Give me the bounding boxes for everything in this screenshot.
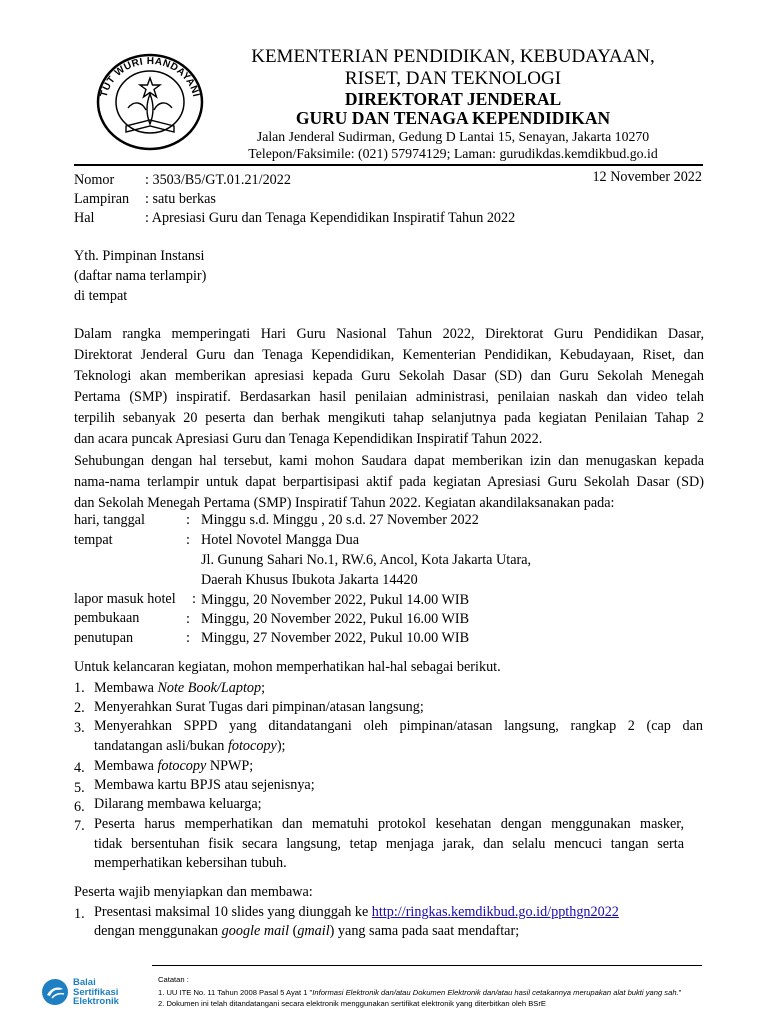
paragraph-line: Teknologi akan memberikan apresiasi kepada Guru Sekolah Dasar (SD) dan Guru Sekolah Menegah — [74, 368, 704, 384]
schedule-date-label: hari, tanggal — [74, 512, 145, 528]
upload-link[interactable]: http://ringkas.kemdikbud.go.id/ppthgn2022 — [371, 904, 619, 920]
list-number: 1. — [74, 906, 85, 922]
footer-note-1: 1. UU ITE No. 11 Tahun 2008 Pasal 5 Ayat 1 "Informasi Elektronik dan/atau Dokumen Elektronik dan/atau hasil cetakannya merupakan alat bukti yang sah." — [158, 988, 682, 997]
schedule-venue-street: Jl. Gunung Sahari No.1, RW.6, Ancol, Kota Jakarta Utara, — [201, 552, 532, 568]
schedule-colon: : — [186, 532, 190, 548]
prepare-item-continued: dengan menggunakan google mail (gmail) yang sama pada saat mendaftar; — [94, 923, 520, 939]
schedule-checkin-label: lapor masuk hotel — [74, 591, 176, 607]
schedule-colon: : — [186, 611, 190, 627]
schedule-venue-city: Daerah Khusus Ibukota Jakarta 14420 — [201, 572, 418, 588]
letterhead-divider — [74, 164, 703, 166]
paragraph-line: nama-nama terlampir untuk dapat berpartisipasi aktif pada kegiatan Apresiasi Guru Sekolah Dasar (SD) — [74, 474, 704, 490]
list-number: 1. — [74, 680, 85, 696]
footer-divider — [152, 965, 702, 966]
bsre-name: Balai Sertifikasi Elektronik — [73, 977, 119, 1007]
office-address: Jalan Jenderal Sudirman, Gedung D Lantai 15, Senayan, Jakarta 10270 — [256, 129, 650, 144]
requirement-item: Membawa fotocopy NPWP; — [94, 758, 254, 774]
bsre-logo-icon — [40, 977, 70, 1007]
paragraph-line: terpilih sebanyak 20 peserta dan berhak mengikuti tahap selanjutnya pada kegiatan Penilaian Tahap 2 — [74, 410, 704, 426]
requirement-item: Dilarang membawa keluarga; — [94, 796, 262, 812]
paragraph-line: Sehubungan dengan hal tersebut, kami mohon Saudara dapat memberikan izin dan menugaskan kepada — [74, 453, 704, 469]
schedule-closing-value: Minggu, 27 November 2022, Pukul 10.00 WIB — [201, 630, 470, 646]
directorate-title-line2: GURU DAN TENAGA KEPENDIDIKAN — [295, 108, 611, 128]
tut-wuri-handayani-logo — [88, 42, 212, 154]
list-number: 2. — [74, 700, 85, 716]
requirement-item: Membawa Note Book/Laptop; — [94, 680, 266, 696]
footer-note-title: Catatan : — [158, 975, 189, 984]
schedule-venue-label: tempat — [74, 532, 113, 548]
recipient-line2: (daftar nama terlampir) — [74, 268, 207, 284]
requirement-item-continued: memperhatikan kebersihan tubuh. — [94, 855, 287, 871]
prepare-item: Presentasi maksimal 10 slides yang diunggah ke http://ringkas.kemdikbud.go.id/ppthgn2022 — [94, 904, 619, 920]
requirement-item: Peserta harus memperhatikan dan mematuhi protokol kesehatan dengan menggunakan masker, — [94, 816, 684, 832]
nomor-label: Nomor — [74, 172, 115, 188]
prepare-intro: Peserta wajib menyiapkan dan membawa: — [74, 884, 313, 900]
letter-date: 12 November 2022 — [592, 169, 702, 185]
schedule-checkin-value: Minggu, 20 November 2022, Pukul 14.00 WIB — [201, 592, 470, 608]
schedule-venue-name: Hotel Novotel Mangga Dua — [201, 532, 359, 548]
paragraph-line: Dalam rangka memperingati Hari Guru Nasional Tahun 2022, Direktorat Guru Pendidikan Dasar, — [74, 326, 704, 342]
list-number: 3. — [74, 720, 85, 736]
hal-label: Hal — [74, 210, 95, 226]
list-number: 4. — [74, 760, 85, 776]
schedule-date-value: Minggu s.d. Minggu , 20 s.d. 27 November 2022 — [201, 512, 479, 528]
paragraph-line: dan Sekolah Menegah Pertama (SMP) Inspiratif Tahun 2022. Kegiatan akandilaksanakan pada: — [74, 495, 615, 511]
requirement-item: Membawa kartu BPJS atau sejenisnya; — [94, 777, 315, 793]
requirement-item-continued: tidak bersentuhan fisik secara langsung, tetap menjaga jarak, dan selalu mencuci tangan serta — [94, 836, 684, 852]
nomor-value: : 3503/B5/GT.01.21/2022 — [145, 172, 291, 188]
lampiran-label: Lampiran — [74, 191, 130, 207]
schedule-opening-value: Minggu, 20 November 2022, Pukul 16.00 WIB — [201, 611, 470, 627]
hal-value: : Apresiasi Guru dan Tenaga Kependidikan Inspiratif Tahun 2022 — [145, 210, 516, 226]
requirement-item-continued: tandatangan asli/bukan fotocopy); — [94, 738, 286, 754]
lampiran-value: : satu berkas — [145, 191, 216, 207]
office-contact: Telepon/Faksimile: (021) 57974129; Laman: gurudikdas.kemdikbud.go.id — [248, 146, 658, 161]
schedule-colon: : — [192, 591, 196, 607]
requirements-intro: Untuk kelancaran kegiatan, mohon memperhatikan hal-hal sebagai berikut. — [74, 659, 501, 675]
schedule-colon: : — [186, 630, 190, 646]
paragraph-line: dan acara puncak Apresiasi Guru dan Tenaga Kependidikan Inspiratif Tahun 2022. — [74, 431, 543, 447]
list-number: 5. — [74, 780, 85, 796]
list-number: 6. — [74, 799, 85, 815]
ministry-title-line1: KEMENTERIAN PENDIDIKAN, KEBUDAYAAN, — [251, 46, 655, 67]
directorate-title-line1: DIREKTORAT JENDERAL — [344, 89, 562, 109]
schedule-closing-label: penutupan — [74, 630, 134, 646]
recipient-line3: di tempat — [74, 288, 128, 304]
paragraph-line: Direktorat Jenderal Guru dan Tenaga Kependidikan, Kementerian Pendidikan, Kebudayaan, Riset, dan — [74, 347, 704, 363]
schedule-opening-label: pembukaan — [74, 610, 140, 626]
requirement-item: Menyerahkan SPPD yang ditandatangani oleh pimpinan/atasan langsung, rangkap 2 (cap dan — [94, 718, 703, 734]
logo-motto-text: TUT WURI HANDAYANI — [98, 55, 202, 99]
ministry-title-line2: RISET, DAN TEKNOLOGI — [344, 68, 562, 89]
footer-note-2: 2. Dokumen ini telah ditandatangani secara elektronik menggunakan sertifikat elektronik yang diterbitkan oleh BSrE — [158, 999, 546, 1008]
paragraph-intro — [74, 324, 704, 450]
recipient-line1: Yth. Pimpinan Instansi — [74, 248, 205, 264]
schedule-colon: : — [186, 512, 190, 528]
paragraph-line: Pertama (SMP) inspiratif. Berdasarkan hasil penilaian administrasi, penilaian naskah dan video telah — [74, 389, 704, 405]
requirement-item: Menyerahkan Surat Tugas dari pimpinan/atasan langsung; — [94, 699, 424, 715]
paragraph-request — [74, 451, 704, 514]
list-number: 7. — [74, 818, 85, 834]
